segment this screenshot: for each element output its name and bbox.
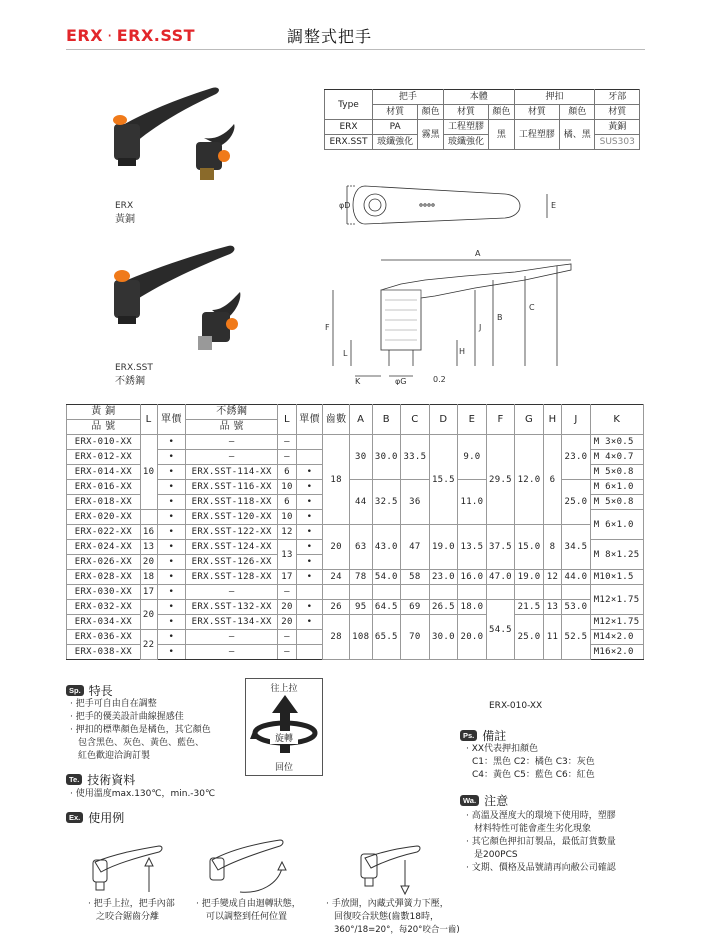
table-row: ERX-038-XX • – – M16×2.0 [67, 645, 644, 660]
series-title: ERX · ERX.SST [66, 26, 196, 45]
step1-illustration [85, 838, 165, 894]
table-row: ERX-036-XX 22 • – – M14×2.0 [67, 630, 644, 645]
step2-illustration [200, 832, 290, 898]
spec-table: Type 把手 本體 押扣 牙部 材質 顏色 材質 顏色 材質 顏色 材質 ERX PA 霧黑 工程塑膠 黑 工程塑膠 橘、黑 黃銅 ERX.SST 玻纖強化 玻纖強化 SUS303 [324, 89, 640, 150]
order-example: ERX-010-XX [489, 701, 543, 711]
features-list: · 把手可自由自在調整 · 把手的優美設計曲線握感佳 · 押扣的標準顏色是橘色，其它顏色 包含黑色、灰色、黃色、藍色、 紅色歡迎洽詢訂製 [70, 699, 211, 761]
step1-caption: · 把手上拉，把手內部 之咬合鋸齒分離 [88, 899, 175, 922]
table-row: ERX-014-XX • ERX.SST-114-XX 6 • M 5×0.8 [67, 465, 644, 480]
tech-heading: Te. 技術資料 [66, 771, 135, 788]
table-row: ERX-024-XX 13 • ERX.SST-124-XX 13 • M 8×1.25 [67, 540, 644, 555]
erx-sst-photo-caption: ERX.SST 不銹鋼 [115, 363, 153, 387]
product-table: 黃 銅 L 單價 不銹鋼 L 單價 齒數 A B C D E F G H J K 品 號 品 號 ERX-010-XX 10 • – – 18 30 30.0 33.5 15.5 9.0 29.5 12.0 6 23.0 M 3×0.5 ERX-012-XX • – – M 4×0.7 ERX-014-XX • ERX.SST-114-XX 6 • M 5×0.8 ERX-016-XX • ERX.SST-116-XX 10 • 44 32.5 36 11.0 25.0 M 6×1.0 ERX-018-XX • ERX.SST-118-XX 6 • M 5×0.8 ERX-020-XX • ERX.SST-120-XX 10 • M 6×1.0 ERX-022-XX 16 • ERX.SST-122-XX 12 • 20 63 43.0 47 19.0 13.5 37.5 15.0 8 34.5 ERX-024-XX 13 • ERX.SST-124-XX 13 • M 8×1.25 ERX-026-XX 20 • ERX.SST-126-XX • ERX-028-XX 18 • ERX.SST-128-XX 17 • 24 78 54.0 58 23.0 16.0 47.0 19.0 12 44.0 M10×1.5 ERX-030-XX 17 • – – M12×1.75 ERX-032-XX 20 • ERX.SST-132-XX 20 • 26 95 64.5 69 26.5 18.0 54.5 21.5 13 53.0 ERX-034-XX • ERX.SST-134-XX 20 • 28 108 65.5 70 30.0 20.0 25.0 11 52.5 M12×1.75 ERX-036-XX 22 • – – M14×2.0 ERX-038-XX • – – M16×2.0 [66, 404, 644, 660]
table-row: ERX-032-XX 20 • ERX.SST-132-XX 20 • 26 95 64.5 69 26.5 18.0 54.5 21.5 13 53.0 [67, 600, 644, 615]
erx-photo-caption: ERX 黃銅 [115, 201, 135, 225]
dim-D: φD [339, 201, 351, 210]
dim-H: H [459, 347, 466, 356]
dim-C: C [529, 303, 535, 312]
page-title: 調整式把手 [287, 27, 373, 46]
table-row: ERX-020-XX • ERX.SST-120-XX 10 • M 6×1.0 [67, 510, 644, 525]
table-row: ERX-034-XX • ERX.SST-134-XX 20 • 28 108 65.5 70 30.0 20.0 25.0 11 52.5 M12×1.75 [67, 615, 644, 630]
notes-list: · XX代表押扣顏色 C1：黑色 C2：橘色 C3：灰色 C4：黃色 C5：藍色 C6：紅色 [466, 744, 595, 780]
dim-L: L [343, 349, 348, 358]
erx-sst-product-photo [100, 240, 250, 360]
dim-E: E [551, 201, 557, 210]
table-row: ERX-026-XX 20 • ERX.SST-126-XX • [67, 555, 644, 570]
dim-G: φG [395, 377, 407, 385]
features-heading: Sp. 特長 [66, 682, 113, 699]
table-row: ERX-018-XX • ERX.SST-118-XX 6 • M 5×0.8 [67, 495, 644, 510]
erx-product-photo [100, 80, 240, 190]
step2-caption: · 把手變成自由迴轉狀態， 可以調整到任何位置 [196, 899, 301, 922]
table-row: ERX-016-XX • ERX.SST-116-XX 10 • 44 32.5 36 11.0 25.0 M 6×1.0 [67, 480, 644, 495]
step3-illustration [355, 836, 425, 896]
tech-list: · 使用溫度max.130℃，min.-30℃ [70, 789, 216, 799]
rotation-diagram: 往上拉 旋轉 回位 [245, 678, 323, 776]
notes-heading: Ps. 備註 [460, 727, 506, 744]
caution-list: · 高溫及溼度大的環境下使用時，塑膠 材料特性可能會產生劣化現象 · 其它顏色押扣訂製品，最低訂貨數量 是200PCS · 文期、價格及品號請再向敝公司確認 [466, 811, 616, 873]
header-rule [66, 49, 645, 50]
table-row: ERX-028-XX 18 • ERX.SST-128-XX 17 • 24 78 54.0 58 23.0 16.0 47.0 19.0 12 44.0 M10×1.5 [67, 570, 644, 585]
dim-B: B [497, 313, 503, 322]
dim-gap: 0.2 [433, 375, 446, 384]
dim-K: K [355, 377, 361, 385]
table-row: ERX-010-XX 10 • – – 18 30 30.0 33.5 15.5 9.0 29.5 12.0 6 23.0 M 3×0.5 [67, 435, 644, 450]
table-row: ERX-030-XX 17 • – – M12×1.75 [67, 585, 644, 600]
dim-F: F [325, 323, 330, 332]
example-heading: Ex. 使用例 [66, 809, 124, 826]
step3-caption: · 手放開，內藏式彈簧力下壓， 回復咬合狀態(齒數18時， 360°/18=20°，每20°咬合一齒) [326, 899, 460, 935]
caution-heading: Wa. 注意 [460, 792, 508, 809]
table-row: ERX-012-XX • – – M 4×0.7 [67, 450, 644, 465]
dimension-drawing [325, 180, 595, 385]
table-row: ERX-022-XX 16 • ERX.SST-122-XX 12 • 20 63 43.0 47 19.0 13.5 37.5 15.0 8 34.5 [67, 525, 644, 540]
dim-J: J [479, 323, 482, 332]
dim-A: A [475, 249, 481, 258]
